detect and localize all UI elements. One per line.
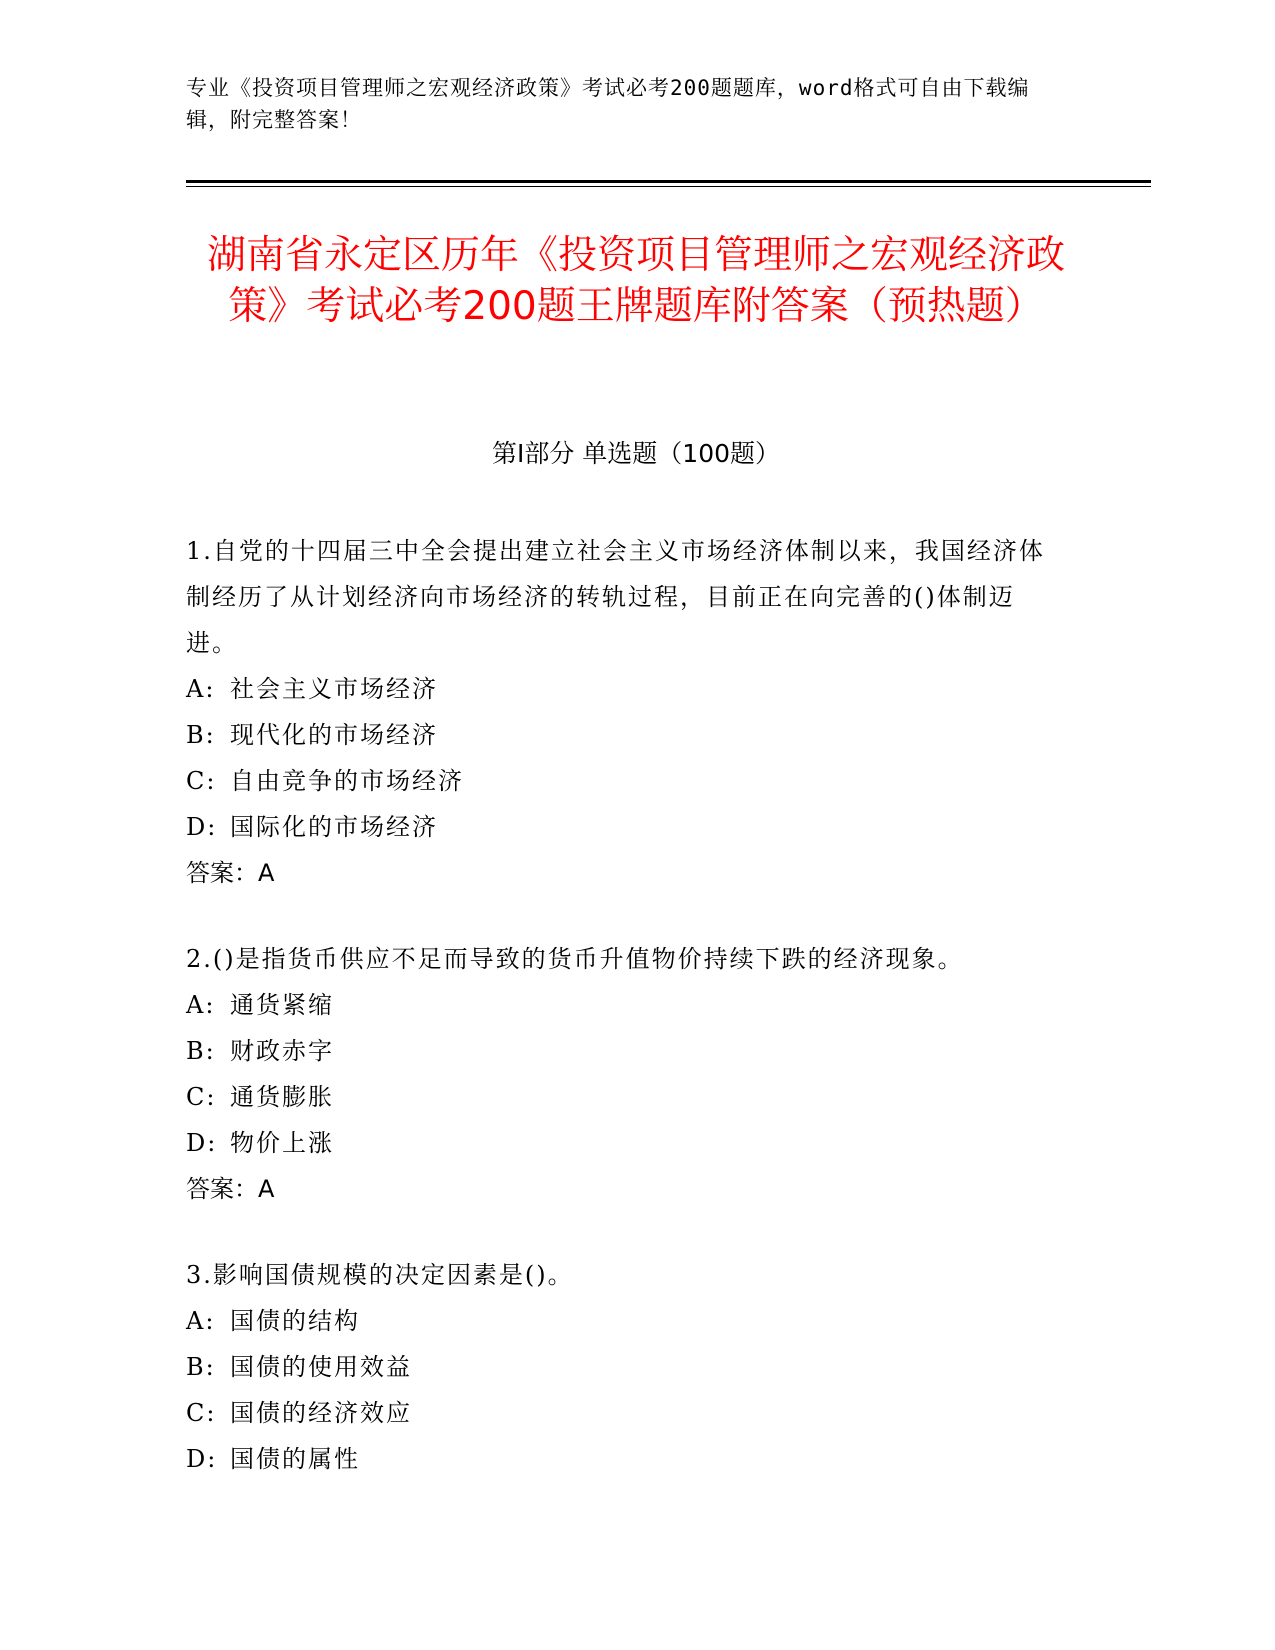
section-heading: 第I部分 单选题（100题）: [491, 439, 781, 468]
option-letter: D:: [186, 813, 218, 841]
option-letter: A:: [186, 1307, 216, 1335]
option-d: [186, 1120, 1066, 1166]
option-c: [186, 1390, 1066, 1436]
option-text: 现代化的市场经济: [230, 721, 438, 749]
option-a: [186, 666, 1066, 712]
header-divider-thin: [186, 186, 1151, 187]
option-letter: D:: [186, 1129, 218, 1157]
option-letter: C:: [186, 1399, 217, 1427]
option-letter: B:: [186, 721, 216, 749]
option-text: 自由竞争的市场经济: [230, 767, 464, 795]
option-letter: B:: [186, 1353, 216, 1381]
question-2: [186, 936, 1066, 1212]
option-text: 国债的使用效益: [230, 1353, 412, 1381]
option-letter: A:: [186, 991, 216, 1019]
option-text: 国际化的市场经济: [230, 813, 438, 841]
question-stem: 3.影响国债规模的决定因素是()。: [186, 1261, 574, 1289]
option-text: 物价上涨: [230, 1129, 334, 1157]
option-text: 通货膨胀: [230, 1083, 334, 1111]
option-text: 国债的经济效应: [230, 1399, 412, 1427]
option-letter: D:: [186, 1445, 218, 1473]
option-text: 通货紧缩: [230, 991, 334, 1019]
question-1: [186, 528, 1066, 896]
option-d: [186, 1436, 1066, 1482]
option-letter: C:: [186, 767, 217, 795]
option-c: [186, 758, 1066, 804]
option-letter: B:: [186, 1037, 216, 1065]
option-b: [186, 712, 1066, 758]
option-b: [186, 1028, 1066, 1074]
option-a: [186, 982, 1066, 1028]
answer-line: 答案：A: [186, 1175, 275, 1203]
question-stem: 1.自党的十四届三中全会提出建立社会主义市场经济体制以来，我国经济体制经历了从计划经济向市场经济的转轨过程，目前正在向完善的()体制迈进。: [186, 537, 1045, 657]
question-list: [186, 528, 1066, 1522]
option-text: 社会主义市场经济: [230, 675, 438, 703]
option-a: [186, 1298, 1066, 1344]
option-d: [186, 804, 1066, 850]
answer-line: 答案：A: [186, 859, 275, 887]
option-b: [186, 1344, 1066, 1390]
option-text: 国债的结构: [230, 1307, 360, 1335]
header-divider-thick: [186, 180, 1151, 183]
option-letter: C:: [186, 1083, 217, 1111]
question-stem: 2.()是指货币供应不足而导致的货币升值物价持续下跌的经济现象。: [186, 945, 964, 973]
question-3: [186, 1252, 1066, 1482]
option-c: [186, 1074, 1066, 1120]
option-text: 国债的属性: [230, 1445, 360, 1473]
document-intro: 专业《投资项目管理师之宏观经济政策》考试必考200题题库，word格式可自由下载编辑，附完整答案！: [186, 76, 1030, 132]
document-title: 湖南省永定区历年《投资项目管理师之宏观经济政策》考试必考200题王牌题库附答案（预热题）: [206, 233, 1065, 329]
option-text: 财政赤字: [230, 1037, 334, 1065]
option-letter: A:: [186, 675, 216, 703]
